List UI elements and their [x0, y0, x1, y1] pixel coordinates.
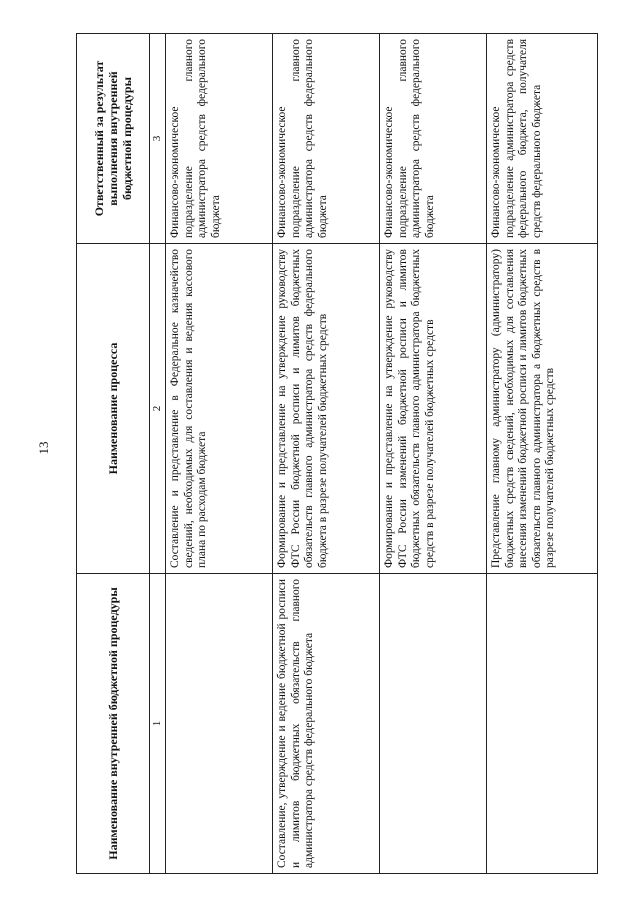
- page-number: 13: [36, 441, 51, 455]
- header-process: Наименование процесса: [77, 244, 150, 574]
- table-row: [165, 34, 272, 874]
- process-cell: Формирование и представление на утверждение руководству ФТС России бюджетной росписи и лимитов бюджетных обязательств главного администратора средств федерального бюджета в разрезе получателей бюджетных средств: [272, 244, 379, 574]
- responsible-cell: Финансово-экономическое подразделение администратора средств федерального бюджета, получателя средств федерального бюджета: [486, 34, 597, 244]
- process-cell: Составление и представление в Федеральное казначейство сведений, необходимых для составления и ведения кассового плана по расходам бюджета: [165, 244, 272, 574]
- column-number-row: [150, 34, 166, 874]
- procedure-name-cell: Составление, утверждение и ведение бюджетной росписи и лимитов бюджетных обязательств главного администратора средств федерального бюджета: [272, 574, 379, 874]
- process-cell: Представление главному администратору (администратору) бюджетных средств сведений, необходимых для составления внесения изменений бюджетной росписи и лимитов бюджетных обязательств главного администратора а бюджетных средств в разрезе получателей бюджетных средств: [486, 244, 597, 574]
- header-procedure: Наименование внутренней бюджетной процедуры: [77, 574, 150, 874]
- procedure-cell-empty: [379, 574, 486, 874]
- rotated-table-container: [76, 34, 557, 874]
- procedure-cell-empty: [486, 574, 597, 874]
- table-row: [379, 34, 486, 874]
- process-cell: Формирование и представление на утверждение руководству ФТС России изменений бюджетной росписи и лимитов бюджетных обязательств главного администратора бюджетных средств в разрезе получателей бюджетных средств: [379, 244, 486, 574]
- responsible-cell: Финансово-экономическое подразделение главного администратора средств федерального бюджета: [272, 34, 379, 244]
- responsible-cell: Финансово-экономическое подразделение главного администратора средств федерального бюджета: [165, 34, 272, 244]
- responsible-cell: Финансово-экономическое подразделение главного администратора средств федерального бюджета: [379, 34, 486, 244]
- header-responsible: Ответственный за результат выполнения внутренней бюджетной процедуры: [77, 34, 150, 244]
- column-number-2: 2: [150, 244, 166, 574]
- table-header-row: [77, 34, 150, 874]
- procedure-cell-empty: [165, 574, 272, 874]
- column-number-1: 1: [150, 574, 166, 874]
- budget-procedures-table: [76, 33, 598, 874]
- table-row: [272, 34, 379, 874]
- column-number-3: 3: [150, 34, 166, 244]
- table-row: [486, 34, 597, 874]
